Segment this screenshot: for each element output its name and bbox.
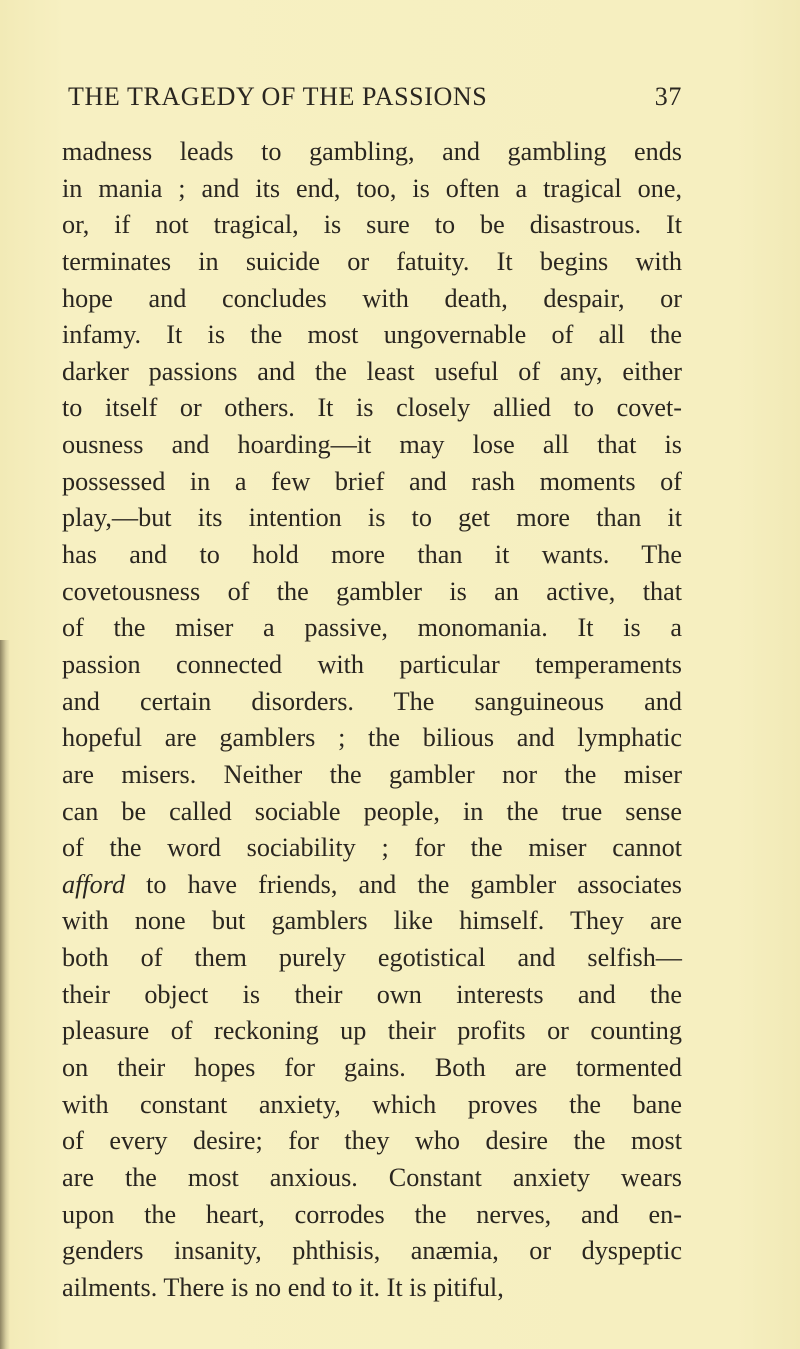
- text-line: infamy. It is the most ungovernable of all the: [62, 320, 682, 350]
- text-line: darker passions and the least useful of any, either: [62, 356, 682, 386]
- italic-word: afford: [62, 869, 126, 899]
- text-line: terminates in suicide or fatuity. It begins with: [62, 246, 682, 276]
- text-line: covetousness of the gambler is an active, that: [62, 576, 682, 606]
- text-line: upon the heart, corrodes the nerves, and en-: [62, 1199, 682, 1229]
- text-line: has and to hold more than it wants. The: [62, 540, 682, 570]
- text-line: madness leads to gambling, and gambling ends: [62, 137, 682, 166]
- text-line: passion connected with particular temperaments: [62, 649, 682, 679]
- text-line: possessed in a few brief and rash moments of: [62, 466, 682, 496]
- text-line: with none but gamblers like himself. They are: [62, 906, 682, 936]
- text-line: can be called sociable people, in the true sense: [62, 796, 682, 826]
- text-line: of every desire; for they who desire the most: [62, 1126, 682, 1156]
- body-text: [62, 134, 682, 1307]
- text-line: to itself or others. It is closely allied to covet-: [62, 393, 682, 423]
- text-line: in mania ; and its end, too, is often a tragical one,: [62, 173, 682, 203]
- text-line: of the miser a passive, monomania. It is a: [62, 613, 682, 643]
- line-remainder: to have friends, and the gambler associates: [125, 869, 682, 899]
- running-title: THE TRAGEDY OF THE PASSIONS: [68, 82, 488, 111]
- text-line: ousness and hoarding—it may lose all that is: [62, 430, 682, 460]
- text-line: are misers. Neither the gambler nor the miser: [62, 759, 682, 789]
- text-line: hope and concludes with death, despair, or: [62, 283, 682, 313]
- text-line: both of them purely egotistical and selfish—: [62, 943, 682, 973]
- text-line: are the most anxious. Constant anxiety wears: [62, 1162, 682, 1192]
- text-line: pleasure of reckoning up their profits or counting: [62, 1016, 682, 1046]
- text-line: their object is their own interests and the: [62, 979, 682, 1009]
- text-line: ailments. There is no end to it. It is pitiful,: [62, 1272, 504, 1302]
- text-line: genders insanity, phthisis, anæmia, or dyspeptic: [62, 1236, 682, 1266]
- page-number: 37: [654, 82, 682, 111]
- text-line: or, if not tragical, is sure to be disastrous. It: [62, 210, 682, 240]
- text-line: play,—but its intention is to get more than it: [62, 503, 682, 533]
- page-gutter-shadow: [0, 640, 10, 1349]
- text-line: and certain disorders. The sanguineous and: [62, 686, 682, 716]
- text-line: on their hopes for gains. Both are tormented: [62, 1053, 682, 1083]
- text-line-with-emphasis: [62, 867, 682, 904]
- text-line: hopeful are gamblers ; the bilious and lymphatic: [62, 723, 682, 753]
- running-head: [62, 82, 682, 122]
- text-line: with constant anxiety, which proves the bane: [62, 1089, 682, 1119]
- text-line: of the word sociability ; for the miser cannot: [62, 833, 682, 863]
